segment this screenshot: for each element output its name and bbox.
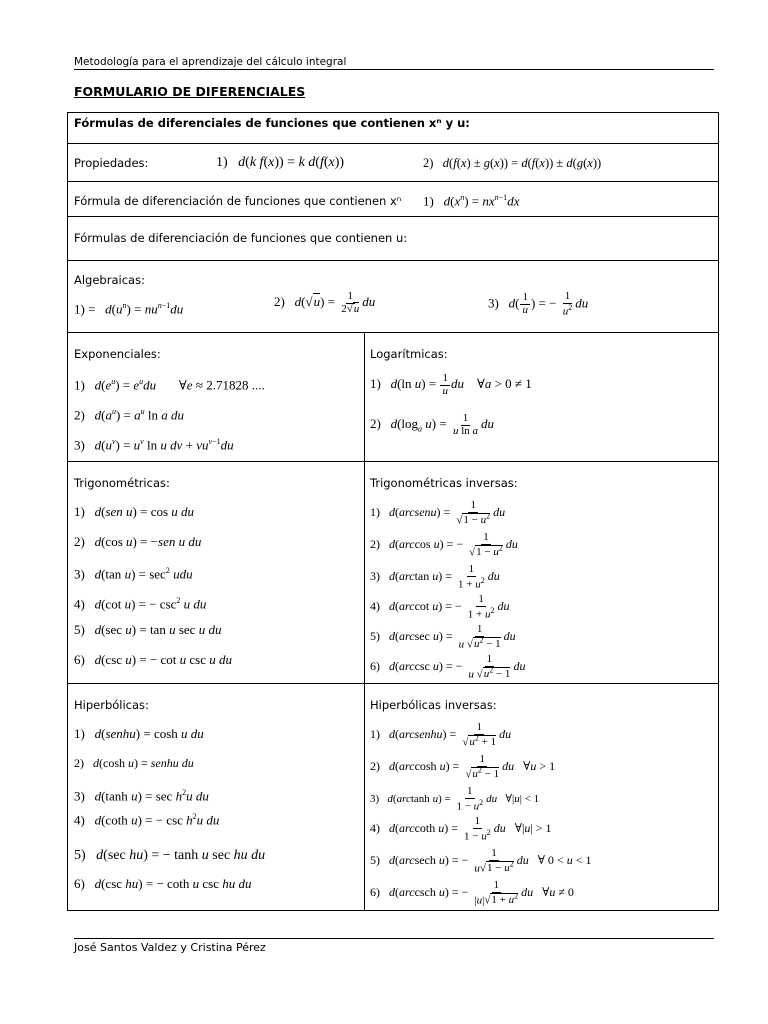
inverse-hyperbolic-label: Hiperbólicas inversas:: [370, 698, 497, 712]
page-title: FORMULARIO DE DIFERENCIALES: [74, 84, 306, 99]
header-rule: [74, 69, 714, 70]
exp-log-row: [68, 332, 718, 461]
trig-row: [68, 461, 718, 683]
logarithmic-formula-1: 1) d(ln u) = $\frac{1}{u}$ du ∀a > 0 ≠ 1: [370, 372, 532, 397]
inverse-trig-formula-4: 4) d(arccot u) = − $\frac{1}{1 + u^2}$ du: [370, 593, 510, 621]
hyperbolic-formula-3: 3) d(tanh $u) = \sec h^2u$ du: [74, 788, 209, 804]
trig-formula-6: 6) d(csc u) = − cot u csc u du: [74, 652, 233, 667]
trig-formula-1: 1) d(sen u) = cos u du: [74, 504, 195, 519]
u-row: [68, 216, 718, 260]
algebraic-formula-1: 1) = $d(u^n) = nu^{n-1}du$: [74, 301, 184, 317]
column-divider: [364, 332, 365, 910]
exponential-formula-3: 3) $d(u^v) = u^v$ ln u dv + $vu^{v-1}du$: [74, 437, 234, 453]
hyperbolic-formula-5: 5) d(sec hu) = − tanh u sec hu du: [74, 848, 266, 863]
inverse-trig-formula-1: 1) d(arcsenu) = $\frac{1}{√1 - u^2}$ du: [370, 499, 506, 527]
page-header: Metodología para el aprendizaje del cálculo integral: [74, 56, 347, 68]
hyperbolic-row: [68, 683, 718, 910]
inverse-trig-label: Trigonométricas inversas:: [370, 476, 518, 490]
page-footer: José Santos Valdez y Cristina Pérez: [74, 941, 266, 954]
inverse-hyperbolic-formula-3: 3) d(arctanh u) = $\frac{1}{1 - u^2}$ du ∀|u| < 1: [370, 785, 540, 813]
properties-row: [68, 143, 718, 181]
hyperbolic-label: Hiperbólicas:: [74, 698, 149, 712]
algebraic-label: Algebraicas:: [74, 273, 145, 287]
table-heading-row: [68, 113, 718, 143]
footer-rule: [74, 938, 714, 939]
properties-label: Propiedades:: [74, 156, 149, 170]
u-label: Fórmulas de diferenciación de funciones que contienen u:: [74, 231, 408, 245]
inverse-hyperbolic-formula-5: 5) d(arcsech u) = − $\frac{1}{u√1 - u^2}$ du ∀ 0 < u < 1: [370, 847, 592, 875]
exponential-formula-1: 1) $d(e^u) = e^udu$ ∀e ≈ 2.71828 ....: [74, 377, 265, 393]
exponential-formula-2: 2) $d(a^u) = a^u$ ln a du: [74, 407, 184, 423]
trig-formula-3: 3) d(tan $u) = \sec^2$ udu: [74, 566, 193, 582]
table-heading: Fórmulas de diferenciales de funciones que contienen xⁿ y u:: [74, 116, 470, 130]
inverse-trig-formula-6: 6) d(arccsc u) = − $\frac{1}{u √u^2 - 1}$ du: [370, 653, 526, 681]
formula-table: [67, 112, 719, 911]
trig-formula-2: 2) d(cos u) = −sen u du: [74, 534, 202, 549]
inverse-hyperbolic-formula-6: 6) d(arccsch u) = − $\frac{1}{|u|√1 + u^2}$ du ∀u ≠ 0: [370, 879, 574, 907]
trig-formula-5: 5) d(sec u) = tan u sec u du: [74, 622, 222, 637]
hyperbolic-formula-1: 1) d(senhu) = cosh u du: [74, 726, 204, 741]
trig-formula-4: 4) d(cot u) = − $\csc^2 u$ du: [74, 596, 207, 612]
algebraic-formula-2: 2) d(√u) = $\frac{1}{2√u}$ du: [274, 290, 376, 315]
exponential-label: Exponenciales:: [74, 347, 161, 361]
inverse-hyperbolic-formula-4: 4) d(arccoth u) = $\frac{1}{1 - u^2}$ du ∀|u| > 1: [370, 815, 552, 843]
logarithmic-label: Logarítmicas:: [370, 347, 448, 361]
property-1: 1) d(k f(x)) = k d(f(x)): [216, 155, 345, 170]
xn-row: [68, 181, 718, 216]
hyperbolic-formula-6: 6) d(csc hu) = − coth u csc hu du: [74, 876, 252, 891]
xn-formula: 1) $d(x^n) = nx^{n-1}dx$: [423, 193, 520, 209]
algebraic-formula-3: 3) d( $\frac{1}{u}$ ) = − $\frac{1}{u^2}$ du: [488, 290, 589, 318]
inverse-trig-formula-3: 3) d(arctan u) = $\frac{1}{1 + u^2}$ du: [370, 563, 500, 591]
inverse-trig-formula-2: 2) d(arccos u) = − $\frac{1}{√1 - u^2}$ du: [370, 531, 518, 559]
hyperbolic-formula-4: 4) d(coth u) = − $\csc h^2u$ du: [74, 812, 220, 828]
logarithmic-formula-2: 2) $d(\log_a$ u) = $\frac{1}{\text{u ln a}}$ du: [370, 412, 495, 437]
inverse-trig-formula-5: 5) d(arcsec u) = $\frac{1}{u √u^2 - 1}$ du: [370, 623, 516, 651]
algebraic-row: [68, 260, 718, 332]
inverse-hyperbolic-formula-1: 1) d(arcsenhu) = $\frac{1}{√u^2 + 1}$ du: [370, 721, 512, 749]
property-2: 2) d(f(x) ± g(x)) = d(f(x)) ± d(g(x)): [423, 156, 602, 170]
xn-label: Fórmula de diferenciación de funciones que contienen xⁿ: [74, 194, 402, 208]
trig-label: Trigonométricas:: [74, 476, 170, 490]
hyperbolic-formula-2: 2) d(cosh u) = senhu du: [74, 756, 194, 770]
inverse-hyperbolic-formula-2: 2) d(arccosh u) = $\frac{1}{√u^2 - 1}$ du ∀u > 1: [370, 753, 556, 781]
